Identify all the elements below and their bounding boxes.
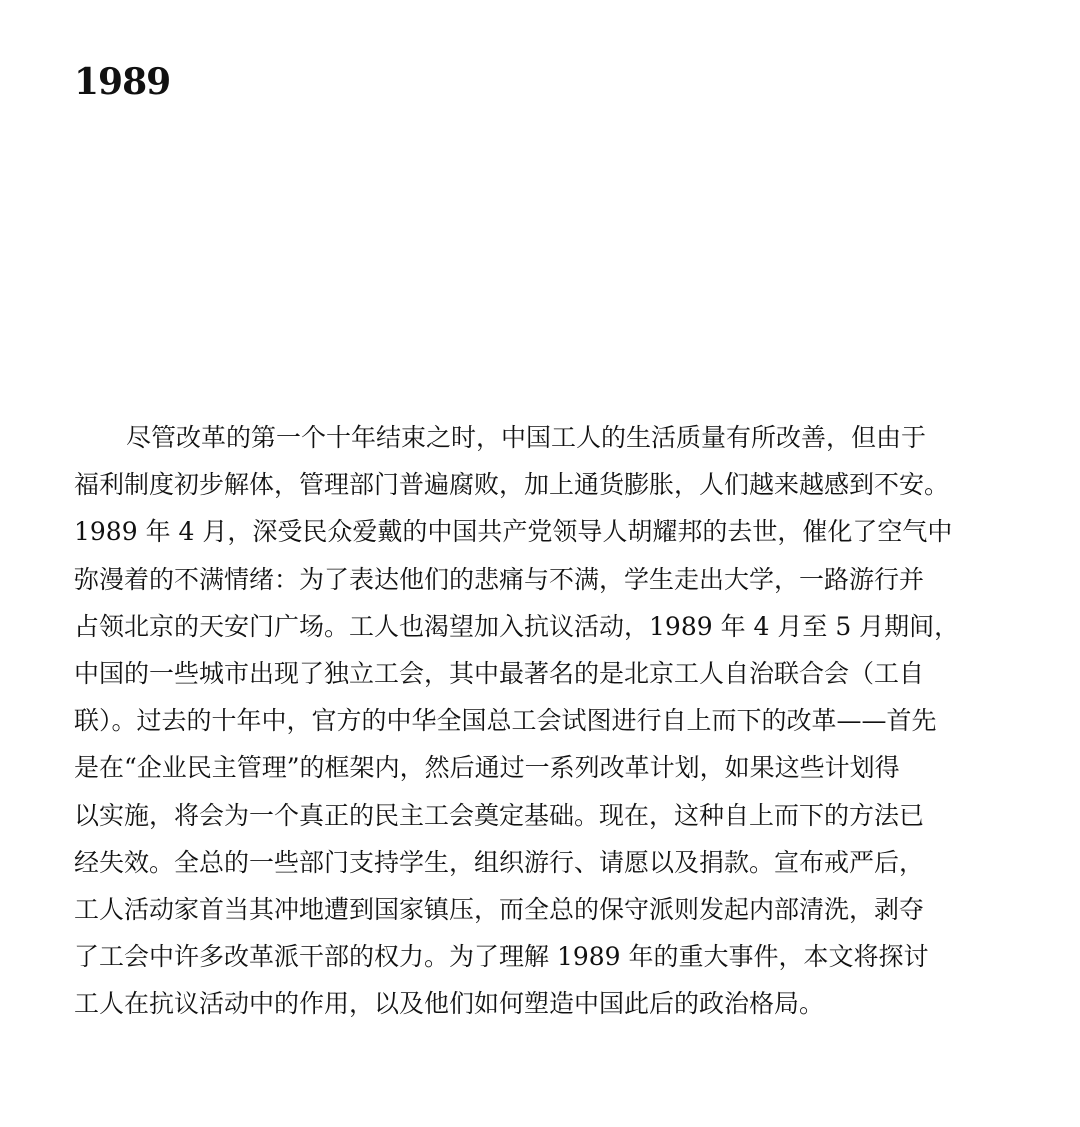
paragraph-line: 以实施，将会为一个真正的民主工会奠定基础。现在，这种自上而下的方法已 [74,800,925,830]
paragraph-line: 经失效。全总的一些部门支持学生，组织游行、请愿以及捐款。宣布戒严后， [74,847,925,877]
paragraph-line: 占领北京的天安门广场。工人也渴望加入抗议活动，1989 年 4 月至 5 月期间， [74,611,960,641]
body-paragraph [74,414,1024,1028]
paragraph-line: 福利制度初步解体，管理部门普遍腐败，加上通货膨胀，人们越来越感到不安。 [74,470,950,500]
paragraph-line: 了工会中许多改革派干部的权力。为了理解 1989 年的重大事件，本文将探讨 [74,942,929,972]
page-title: 1989 [74,61,171,103]
paragraph-line: 1989 年 4 月，深受民众爱戴的中国共产党领导人胡耀邦的去世，催化了空气中 [74,517,953,547]
paragraph-line: 工人活动家首当其冲地遭到国家镇压，而全总的保守派则发起内部清洗，剥夺 [74,895,925,925]
paragraph-line: 工人在抗议活动中的作用，以及他们如何塑造中国此后的政治格局。 [74,989,825,1019]
paragraph-line: 是在“企业民主管理”的框架内，然后通过一系列改革计划，如果这些计划得 [74,753,900,783]
paragraph-line: 尽管改革的第一个十年结束之时，中国工人的生活质量有所改善，但由于 [126,423,927,452]
paragraph-line: 联）。过去的十年中，官方的中华全国总工会试图进行自上而下的改革——首先 [74,706,937,736]
paragraph-line: 弥漫着的不满情绪：为了表达他们的悲痛与不满，学生走出大学，一路游行并 [74,564,925,594]
paragraph-line: 中国的一些城市出现了独立工会，其中最著名的是北京工人自治联合会（工自 [74,659,925,689]
